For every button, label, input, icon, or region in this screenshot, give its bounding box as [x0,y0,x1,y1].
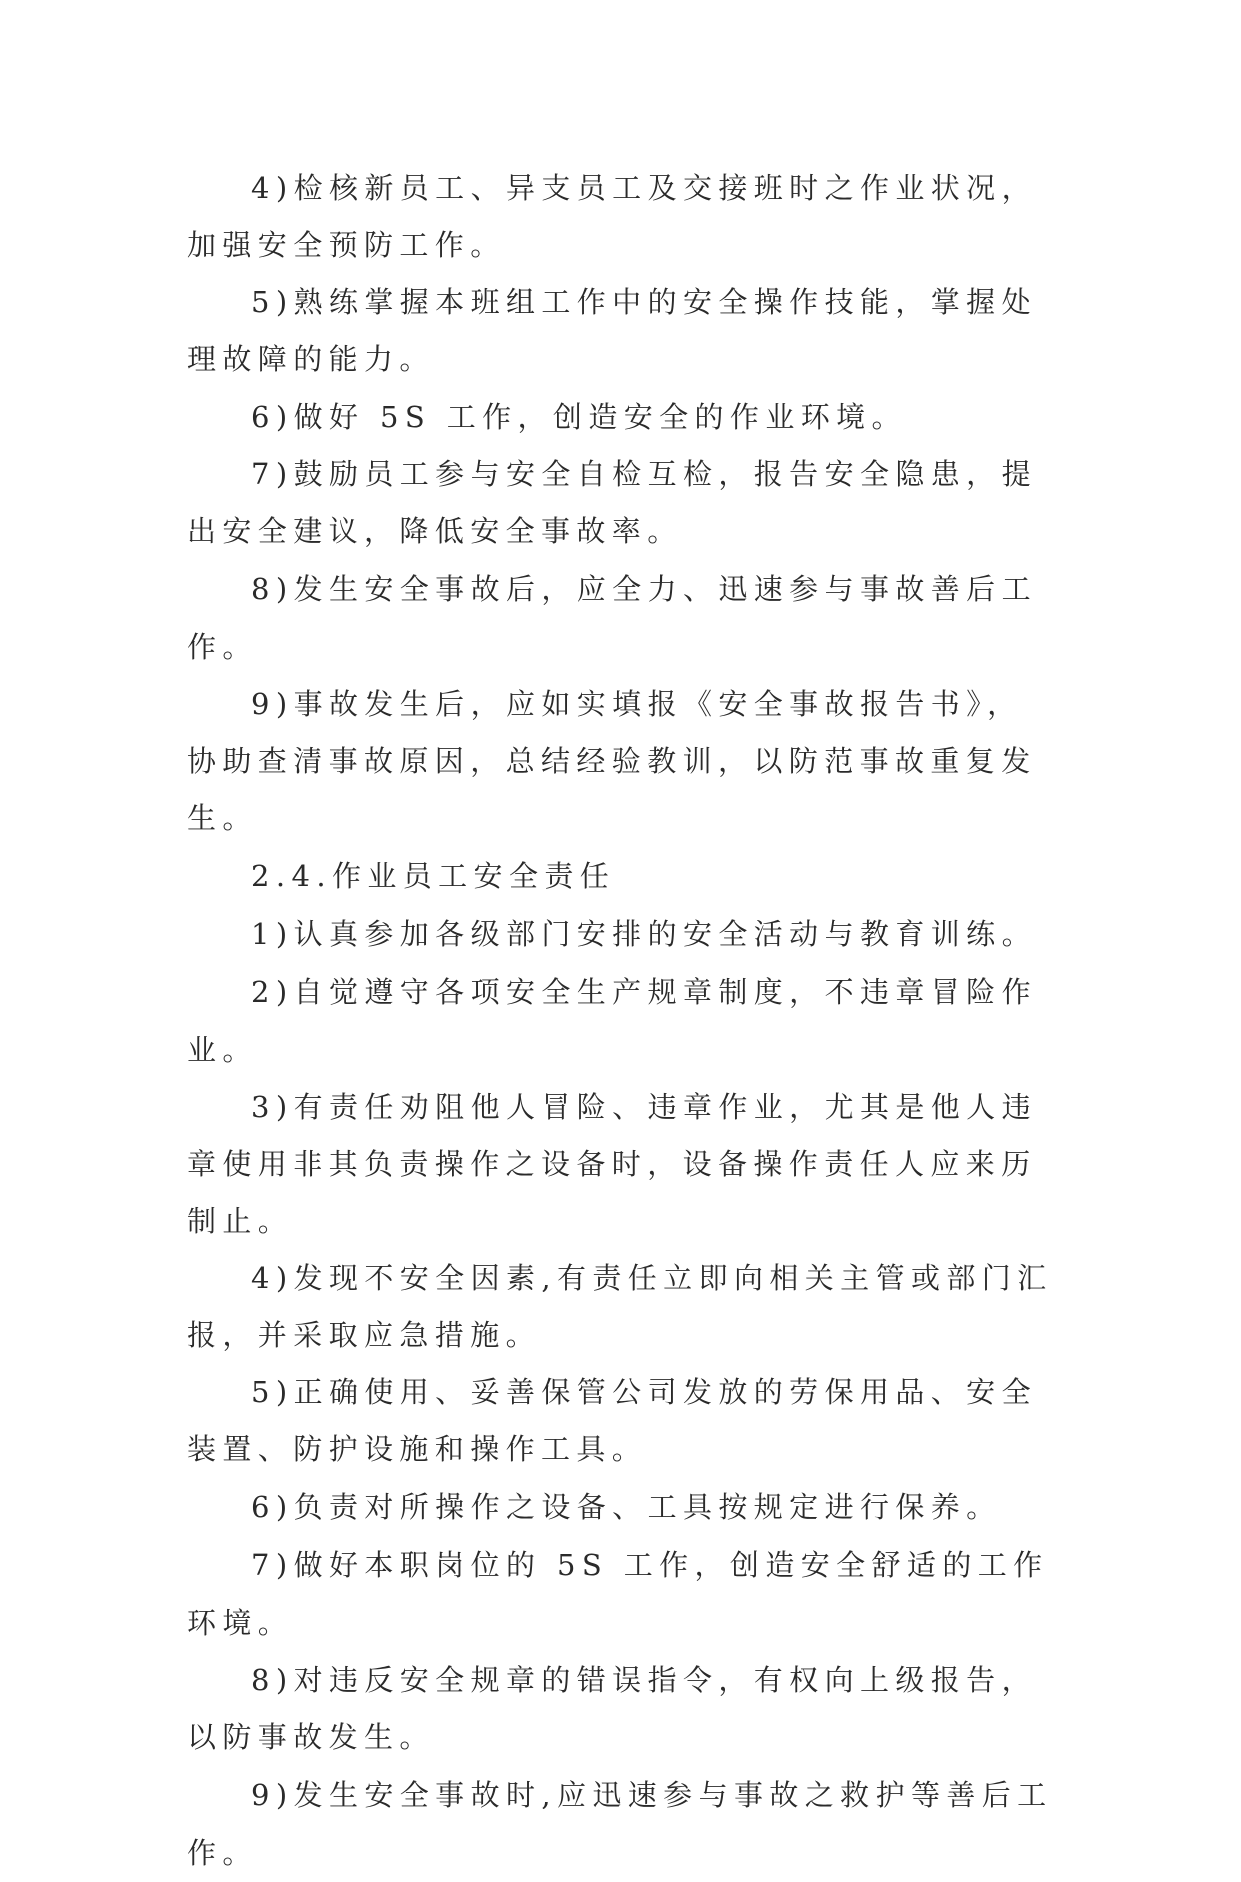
paragraph-item-9-report: 9)事故发生后，应如实填报《安全事故报告书》，协助查清事故原因，总结经验教训，以防范事故重复发生。 [187,687,1037,835]
paragraph-item-3-dissuade: 3)有责任劝阻他人冒险、违章作业，尤其是他人违章使用非其负责操作之设备时，设备操作责任人应来历制止。 [187,1090,1037,1238]
paragraph-item-8-wrong-orders: 8)对违反安全规章的错误指令，有权向上级报告，以防事故发生。 [187,1663,1037,1754]
paragraph-item-5-equipment: 5)正确使用、妥善保管公司发放的劳保用品、安全装置、防护设施和操作工具。 [187,1375,1037,1466]
paragraph-item-7-5s-post: 7)做好本职岗位的 5S 工作，创造安全舒适的工作环境。 [187,1548,1049,1640]
paragraph-item-4-new-staff: 4)检核新员工、异支员工及交接班时之作业状况，加强安全预防工作。 [187,171,1037,262]
paragraph-item-1-training: 1)认真参加各级部门安排的安全活动与教育训练。 [251,917,1037,951]
paragraph-item-9-rescue: 9)发生安全事故时,应迅速参与事故之救护等善后工作。 [187,1778,1053,1870]
paragraph-item-5-skills: 5)熟练掌握本班组工作中的安全操作技能，掌握处理故障的能力。 [187,285,1037,376]
paragraph-item-6-maintenance: 6)负责对所操作之设备、工具按规定进行保养。 [251,1490,1002,1524]
paragraph-item-7-self-check: 7)鼓励员工参与安全自检互检，报告安全隐患，提出安全建议，降低安全事故率。 [187,457,1037,548]
paragraph-item-2-rules: 2)自觉遵守各项安全生产规章制度，不违章冒险作业。 [187,975,1037,1067]
paragraph-item-8-aftermath: 8)发生安全事故后，应全力、迅速参与事故善后工作。 [187,572,1037,664]
section-heading-2-4: 2.4.作业员工安全责任 [251,859,616,893]
paragraph-item-6-5s: 6)做好 5S 工作，创造安全的作业环境。 [251,400,907,434]
paragraph-item-4-hazards: 4)发现不安全因素,有责任立即向相关主管或部门汇报，并采取应急措施。 [187,1261,1053,1352]
document-body [187,160,1057,1882]
